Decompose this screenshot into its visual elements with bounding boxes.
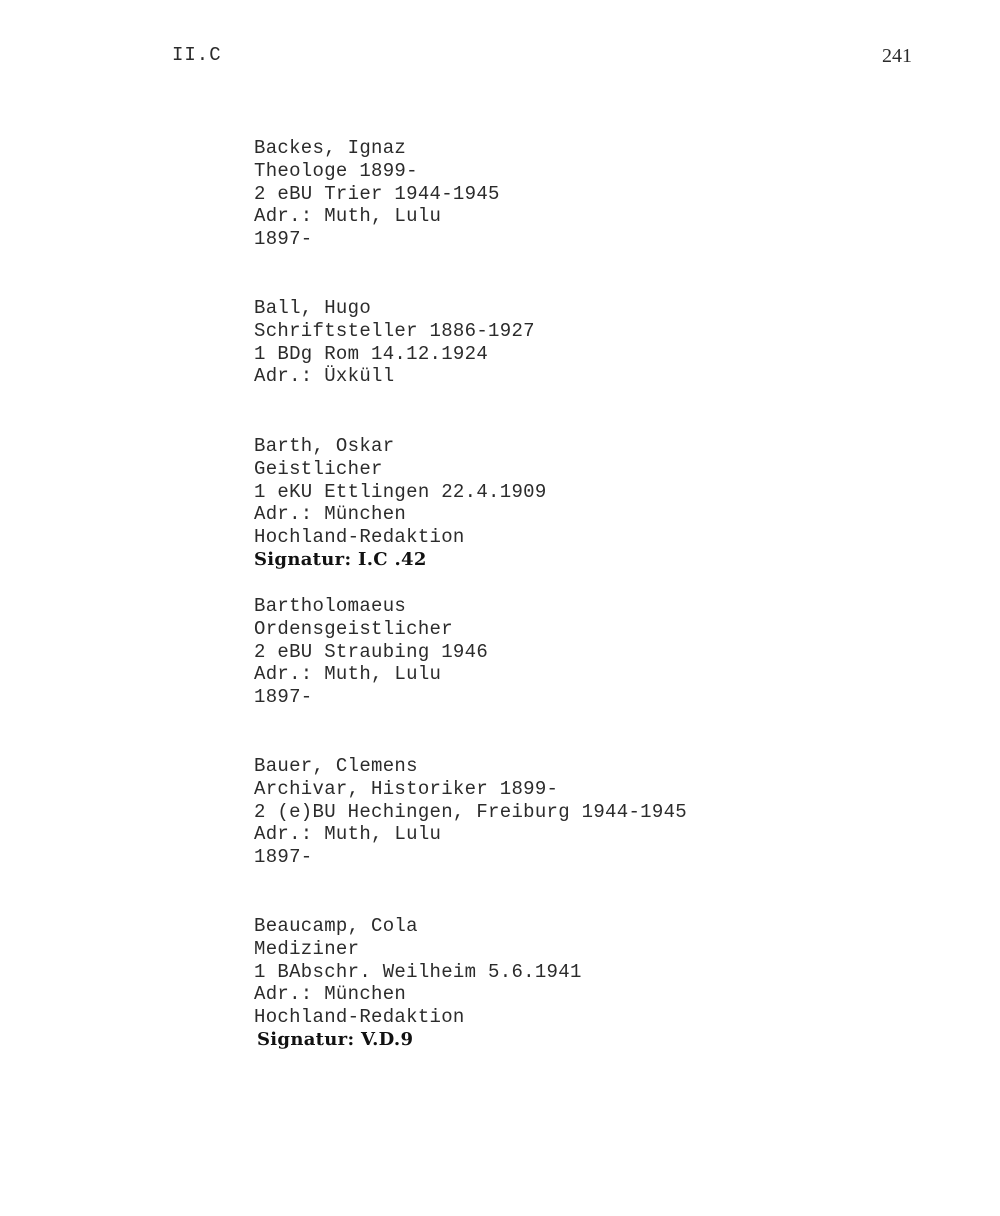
entry-occupation: Mediziner (254, 937, 360, 960)
entry-record: 1 eKU Ettlingen 22.4.1909 (254, 480, 547, 503)
entry-occupation: Ordensgeistlicher (254, 617, 453, 640)
entry-signatur: Signatur: I.C .42 (254, 548, 427, 570)
entry-backes (254, 137, 500, 251)
entry-occupation: Theologe 1899- (254, 159, 418, 182)
entry-name: Beaucamp, Cola (254, 915, 418, 937)
entry-extra: 1897- (254, 228, 313, 251)
entry-record: 2 eBU Straubing 1946 (254, 640, 489, 663)
entry-bauer (254, 755, 687, 869)
entry-address: Adr.: Muth, Lulu (254, 823, 442, 846)
entry-extra: Hochland-Redaktion (254, 1006, 465, 1029)
entry-ball (254, 297, 535, 388)
entry-address: Adr.: München (254, 503, 407, 526)
entry-name: Bauer, Clemens (254, 755, 418, 777)
entry-address: Adr.: Üxküll (254, 365, 395, 388)
entry-address: Adr.: München (254, 983, 407, 1006)
entry-name: Ball, Hugo (254, 297, 372, 319)
entry-barth (254, 435, 547, 572)
entry-name: Barth, Oskar (254, 435, 395, 457)
entry-record: 2 eBU Trier 1944-1945 (254, 182, 500, 205)
entry-extra: 1897- (254, 686, 313, 709)
entry-bartholomaeus (254, 595, 488, 709)
page-number: 241 (882, 45, 912, 67)
section-label: II.C (172, 44, 222, 66)
entry-name: Bartholomaeus (254, 595, 407, 617)
entry-occupation: Schriftsteller 1886-1927 (254, 319, 535, 342)
entry-signatur: Signatur: V.D.9 (257, 1028, 414, 1050)
entry-address: Adr.: Muth, Lulu (254, 663, 442, 686)
entry-name: Backes, Ignaz (254, 137, 407, 159)
entry-extra: 1897- (254, 846, 313, 869)
entry-record: 1 BAbschr. Weilheim 5.6.1941 (254, 960, 582, 983)
entry-occupation: Archivar, Historiker 1899- (254, 777, 559, 800)
entry-record: 2 (e)BU Hechingen, Freiburg 1944-1945 (254, 800, 687, 823)
entry-address: Adr.: Muth, Lulu (254, 205, 442, 228)
entry-extra: Hochland-Redaktion (254, 526, 465, 549)
entry-occupation: Geistlicher (254, 457, 383, 480)
entry-record: 1 BDg Rom 14.12.1924 (254, 342, 489, 365)
entry-beaucamp (254, 915, 582, 1052)
